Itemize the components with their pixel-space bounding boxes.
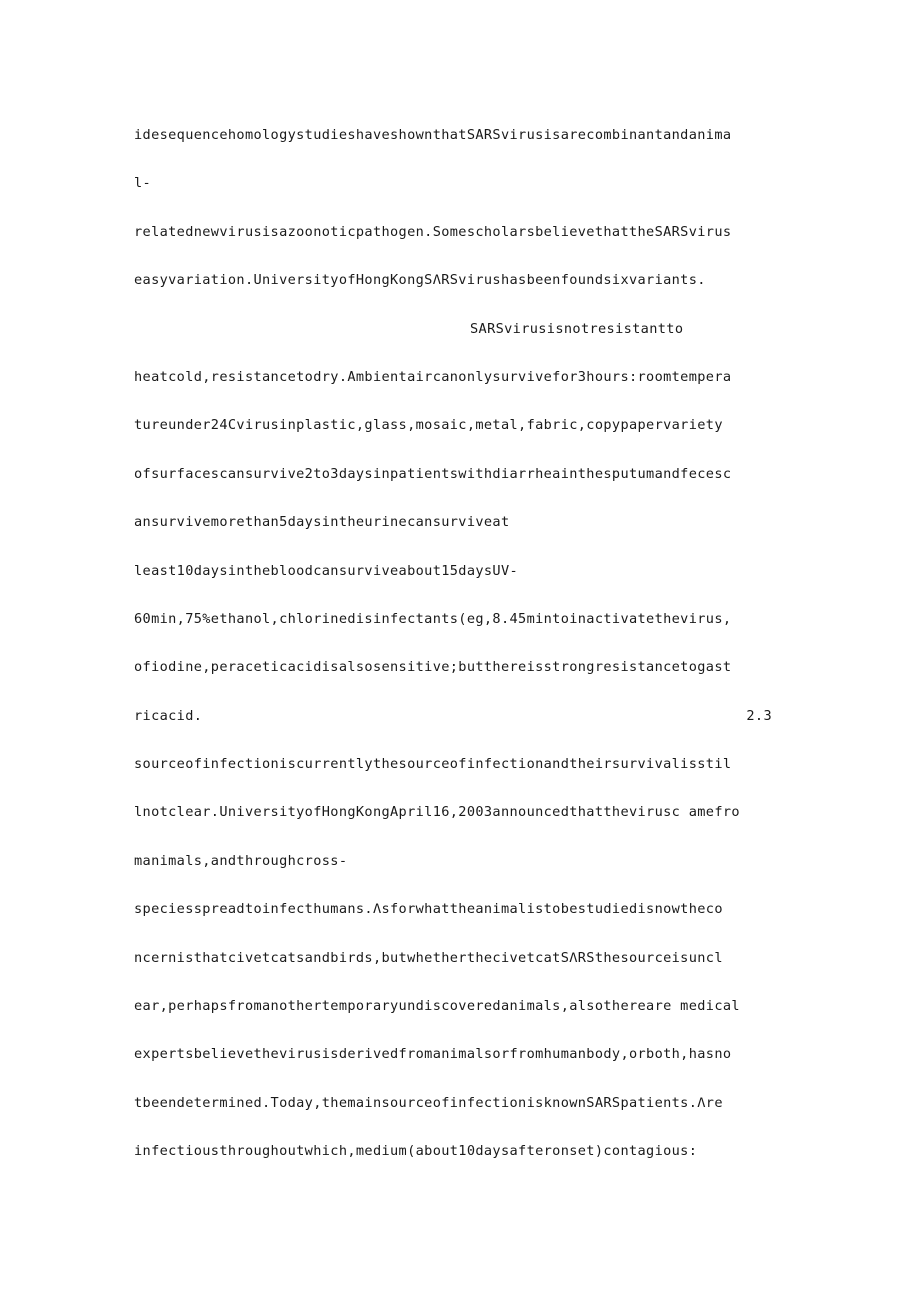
text-line: least10daysinthebloodcansurviveabout15daysUV-: [134, 562, 519, 579]
text-line: l-: [134, 175, 152, 192]
body-text: [134, 122, 786, 1187]
text-line: SARSvirusisnotresistantto: [470, 320, 684, 337]
text-line: ansurvivemorethan5daysintheurinecansurviveat: [134, 514, 510, 531]
text-line: heatcold,resistancetodry.Ambientaircanonlysurvivefor3hours:roomtempera: [134, 368, 732, 385]
text-line: manimals,andthroughcross-: [134, 852, 348, 869]
text-line: [134, 703, 786, 751]
text-line: speciesspreadtoinfecthumans.Λsforwhattheanimalistobestudiedisnowtheco: [134, 901, 723, 918]
text-line: infectiousthroughoutwhich,medium(about10daysafteronset)contagious:: [134, 1143, 698, 1160]
text-line: ofsurfacescansurvive2to3daysinpatientswithdiarrheainthesputumandfecesc: [134, 465, 732, 482]
text-line: 60min,75%ethanol,chlorinedisinfectants(eg,8.45mintoinactivatethevirus,: [134, 610, 732, 627]
text-line: tureunder24Cvirusinplastic,glass,mosaic,metal,fabric,copypapervariety: [134, 417, 723, 434]
text-line: sourceofinfectioniscurrentlythesourceofinfectionandtheirsurvivalisstil: [134, 756, 732, 773]
text-line: expertsbelievethevirusisderivedfromanimalsorfromhumanbody,orboth,hasno: [134, 1046, 732, 1063]
text-line: relatednewvirusisazoonoticpathogen.SomescholarsbelievethattheSARSvirus: [134, 223, 732, 240]
text-line: easyvariation.UniversityofHongKongSΛRSvirushasbeenfoundsixvariants.: [134, 272, 706, 289]
text-line: ear,perhapsfromanothertemporaryundiscoveredanimals,alsothereare medical: [134, 998, 740, 1015]
text-line: lnotclear.UniversityofHongKongApril16,2003announcedthatthevirusc amefro: [134, 804, 740, 821]
paragraph-end-text: ricacid.: [134, 707, 203, 724]
section-number: 2.3: [746, 707, 772, 724]
text-line: ncernisthatcivetcatsandbirds,butwhetherthecivetcatSΛRSthesourceisuncl: [134, 949, 723, 966]
text-line: ofiodine,peraceticacidisalsosensitive;butthereisstrongresistancetogast: [134, 659, 732, 676]
text-line: tbeendetermined.Today,themainsourceofinfectionisknownSARSpatients.Λre: [134, 1094, 723, 1111]
text-line: idesequencehomologystudieshaveshownthatSARSvirusisarecombinantandanima: [134, 127, 732, 143]
